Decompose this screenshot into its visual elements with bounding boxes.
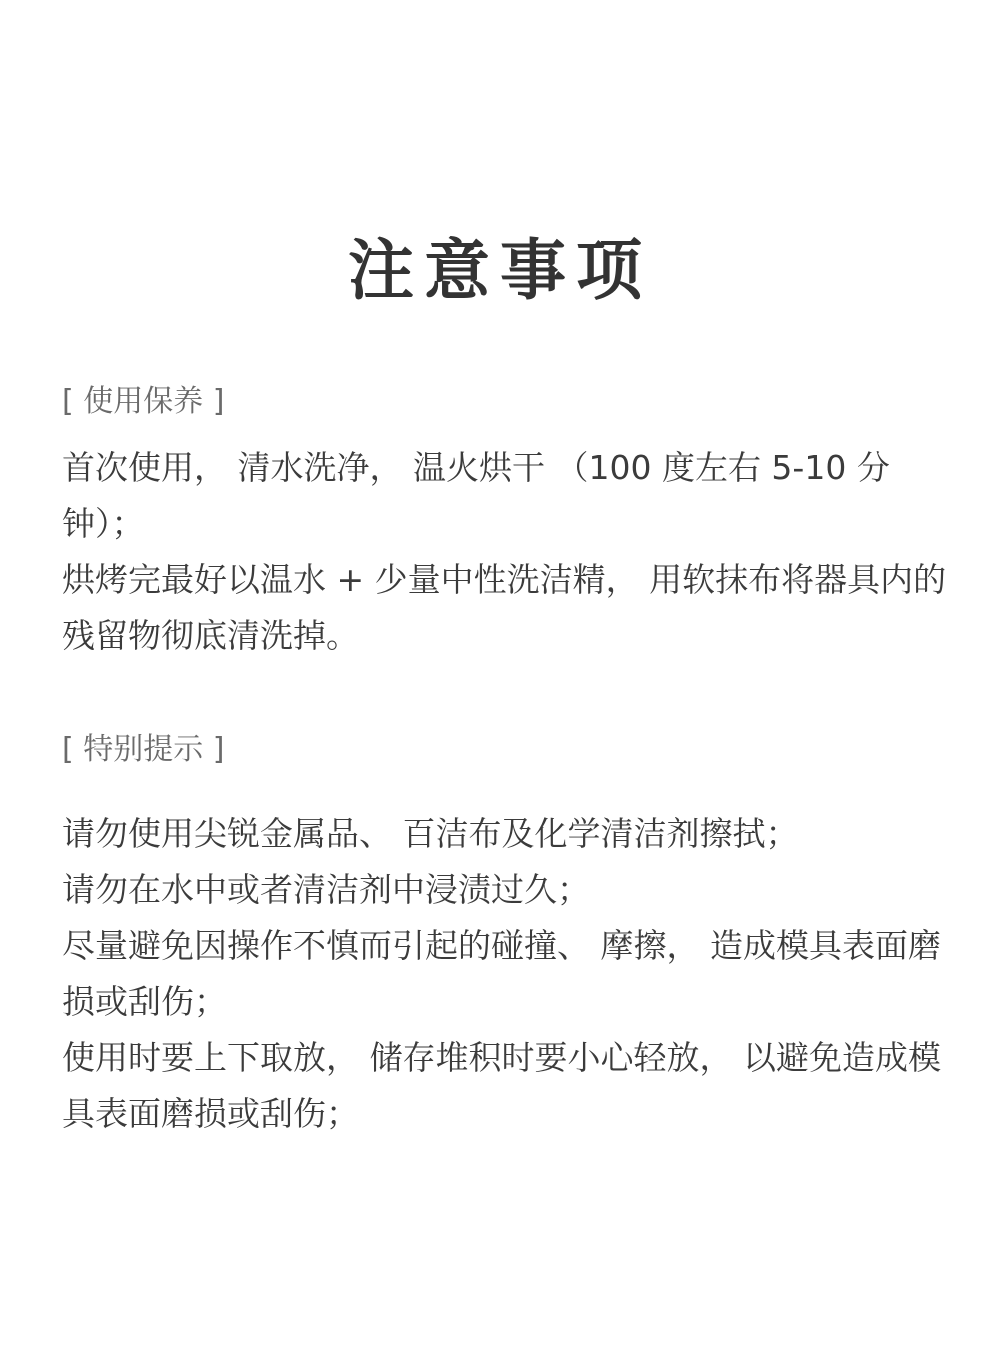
usage-paragraph-1: 首次使用， 清水洗净， 温火烘干 （100 度左右 5-10 分钟）； bbox=[62, 448, 890, 543]
section-label-tips: [ 特别提示 ] bbox=[62, 732, 225, 767]
special-tips-section bbox=[62, 730, 962, 1142]
page-title: 注意事项 bbox=[348, 232, 652, 309]
tips-paragraph-3: 尽量避免因操作不慎而引起的碰撞、 摩擦， 造成模具表面磨损或刮伤； bbox=[62, 926, 941, 1021]
usage-paragraph-2: 烘烤完最好以温水 + 少量中性洗洁精， 用软抹布将器具内的残留物彻底清洗掉。 bbox=[62, 560, 947, 655]
tips-paragraph-2: 请勿在水中或者清洁剂中浸渍过久； bbox=[62, 870, 590, 909]
tips-paragraph-4: 使用时要上下取放， 储存堆积时要小心轻放， 以避免造成模具表面磨损或刮伤； bbox=[62, 1038, 941, 1133]
usage-care-section bbox=[62, 382, 962, 664]
section-label-usage: [ 使用保养 ] bbox=[62, 384, 225, 419]
special-tips-body bbox=[62, 806, 962, 1142]
usage-care-body bbox=[62, 440, 962, 664]
tips-paragraph-1: 请勿使用尖锐金属品、 百洁布及化学清洁剂擦拭； bbox=[62, 814, 799, 853]
